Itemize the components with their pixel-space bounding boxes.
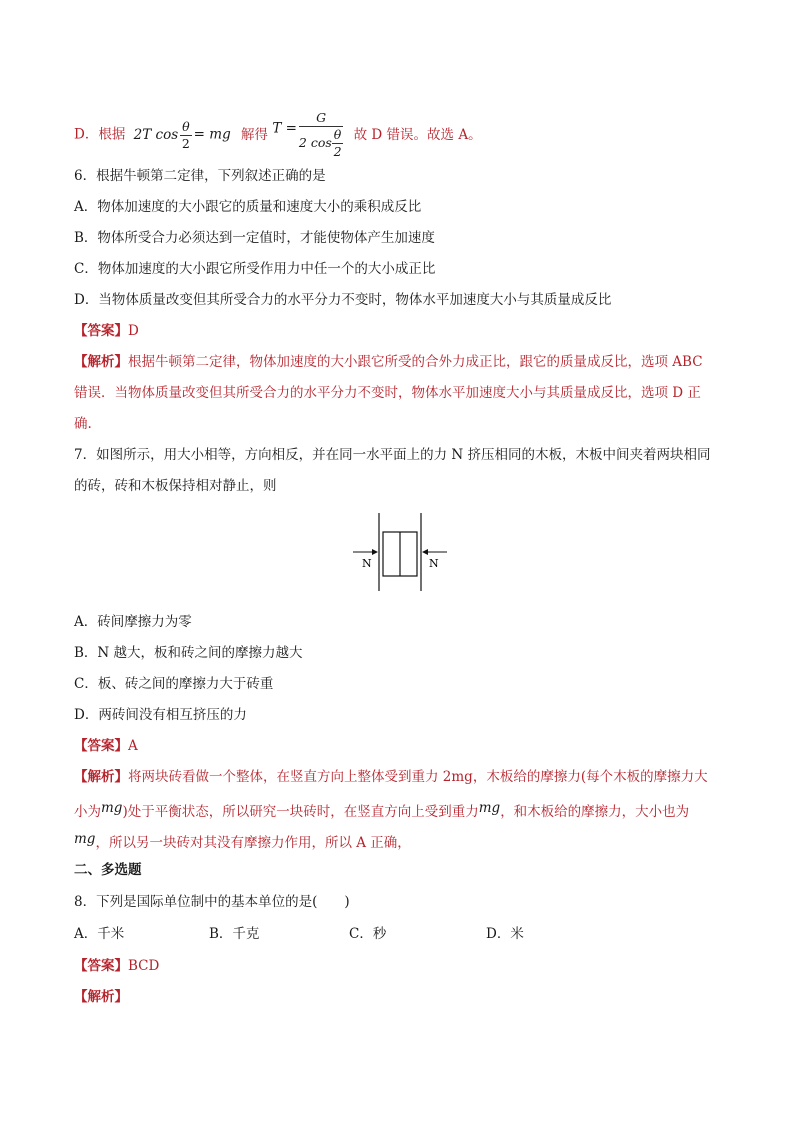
- formula-lhs: 2T cos: [133, 126, 179, 143]
- q8-analysis: [74, 988, 128, 1006]
- left-force-label: N: [362, 557, 372, 570]
- q6-option-a: A．物体加速度的大小跟它的质量和速度大小的乘积成反比: [74, 199, 422, 215]
- q7-analysis-line-2: [74, 799, 689, 821]
- q6-option-c: C．物体加速度的大小跟它所受作用力中任一个的大小成正比: [74, 261, 436, 277]
- answer-value: A: [128, 738, 138, 754]
- right-arrowhead: [422, 549, 428, 555]
- q6-answer: [74, 322, 139, 340]
- analysis-tag: 【解析】: [74, 989, 128, 1005]
- q7-analysis-line-3: [74, 830, 411, 852]
- q8-option-a: A．千米: [74, 926, 125, 942]
- analysis-part-b: )处于平衡状态，所以研究一块砖时，在竖直方向上受到重力: [122, 804, 479, 820]
- analysis-part-c: ，和木板给的摩擦力，大小也为: [500, 804, 690, 820]
- mg-symbol: mg: [478, 800, 501, 816]
- mg-symbol: mg: [74, 831, 96, 847]
- answer-tag: 【答案】: [74, 958, 128, 974]
- formula-tension: [299, 110, 343, 160]
- two-denominator: 2: [181, 135, 190, 151]
- q7-stem-line-1: 7．如图所示，用大小相等，方向相反，并在同一水平面上的力 N 挤压相同的木板，木板中间夹着两块相同: [74, 447, 711, 463]
- q7-answer: [74, 737, 138, 755]
- theta-numerator: θ: [182, 118, 190, 134]
- q7-option-a: A．砖间摩擦力为零: [74, 614, 192, 630]
- q8-option-d: D．米: [486, 926, 524, 942]
- q6-option-b: B．物体所受合力必须达到一定值时，才能使物体产生加速度: [74, 230, 435, 246]
- analysis-text: 根据牛顿第二定律，物体加速度的大小跟它所受的合外力成正比，跟它的质量成反比，选项 ABC: [128, 354, 703, 370]
- q8-option-b: B．千克: [209, 926, 260, 942]
- q6-analysis-line-3: 确.: [74, 416, 92, 432]
- analysis-tag: 【解析】: [74, 769, 128, 785]
- analysis-text: 将两块砖看做一个整体，在竖直方向上整体受到重力 2mg，木板给的摩擦力(每个木板的摩擦力大: [128, 769, 708, 785]
- mg-symbol: mg: [101, 800, 123, 816]
- nested-two: 2: [333, 144, 342, 159]
- q7-option-b: B．N 越大，板和砖之间的摩擦力越大: [74, 645, 303, 661]
- q8-stem: 8．下列是国际单位制中的基本单位的是( ): [74, 894, 350, 910]
- q6-stem: 6．根据牛顿第二定律，下列叙述正确的是: [74, 168, 326, 184]
- nested-theta-frac: [332, 127, 344, 160]
- q6-option-d: D．当物体质量改变但其所受合力的水平分力不变时，物体水平加速度大小与其质量成反比: [74, 292, 612, 308]
- nested-theta: θ: [333, 127, 342, 142]
- answer-value: D: [128, 323, 139, 339]
- q5-option-d: [74, 110, 482, 160]
- solve-label: 解得: [241, 126, 269, 143]
- q7-stem-line-2: 的砖，砖和木板保持相对静止，则: [74, 478, 277, 494]
- left-arrowhead: [372, 549, 378, 555]
- formula-rhs: = mg: [193, 126, 231, 143]
- t-equals: T =: [272, 120, 297, 137]
- section-title: 二、多选题: [74, 862, 142, 878]
- formula-theta-over-2: [180, 119, 192, 152]
- q7-analysis-line-1: [74, 768, 708, 786]
- q6-analysis-line-2: 错误．当物体质量改变但其所受合力的水平分力不变时，物体水平加速度大小与其质量成反比，选项 D 正: [74, 385, 701, 401]
- q5d-prefix: D．根据: [74, 126, 126, 143]
- q5d-suffix: 故 D 错误。故选 A。: [353, 126, 482, 143]
- analysis-part-a: 小为: [74, 804, 101, 820]
- answer-value: BCD: [128, 958, 160, 974]
- tension-denominator: [299, 127, 343, 160]
- q7-option-c: C．板、砖之间的摩擦力大于砖重: [74, 676, 274, 692]
- q7-option-d: D．两砖间没有相互挤压的力: [74, 707, 247, 723]
- q8-option-c: C．秒: [349, 926, 387, 942]
- q8-answer: [74, 957, 159, 975]
- answer-tag: 【答案】: [74, 738, 128, 754]
- board-brick-figure: [345, 510, 455, 592]
- right-force-label: N: [429, 557, 439, 570]
- answer-tag: 【答案】: [74, 323, 128, 339]
- q6-analysis-line-1: [74, 353, 703, 371]
- analysis-tag: 【解析】: [74, 354, 128, 370]
- g-numerator: G: [299, 110, 343, 127]
- denominator-prefix: 2 cos: [298, 135, 332, 150]
- analysis-part-d: ，所以另一块砖对其没有摩擦力作用，所以 A 正确，: [95, 835, 411, 851]
